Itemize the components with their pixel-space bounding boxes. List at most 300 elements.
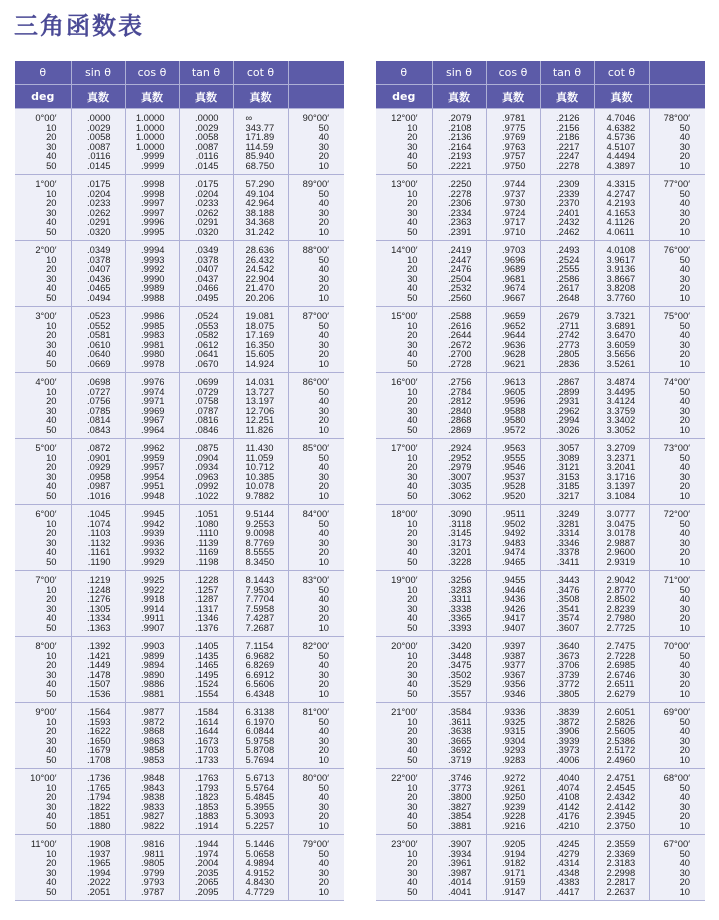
complement-angle-cell-line: 10 — [318, 687, 329, 699]
cot-cell-line: 4.9894 — [245, 857, 275, 869]
cot-cell-line: 9.2553 — [245, 517, 275, 529]
angle-cell-line: 10 — [46, 715, 57, 727]
sin-cell-line: .3062 — [448, 489, 472, 501]
table-body-right — [376, 109, 705, 901]
complement-angle-cell-line: 20 — [679, 480, 690, 492]
cot-cell-line: 12.706 — [245, 404, 275, 416]
sin-cell — [432, 109, 486, 175]
cot-cell-line: 6.1970 — [245, 715, 275, 727]
angle-cell-line: 10 — [46, 649, 57, 661]
angle-cell-line: 10 — [407, 187, 418, 199]
complement-angle-cell-line: 10 — [679, 291, 690, 303]
header-theta: θ — [15, 61, 71, 85]
angle-cell-line: 40 — [46, 348, 57, 360]
tan-cell — [540, 571, 594, 637]
angle-cell — [15, 637, 71, 703]
complement-angle-cell-line: 50 — [318, 385, 329, 397]
cot-cell-line: 2.4751 — [606, 772, 636, 783]
sin-cell-line: .1045 — [87, 508, 111, 519]
complement-angle-cell-line: 10 — [679, 819, 690, 831]
complement-angle-cell-line: 40 — [318, 791, 329, 803]
cos-cell-line: .9757 — [502, 150, 526, 162]
angle-cell-values — [15, 307, 71, 369]
tan-cell-line: .0175 — [195, 178, 219, 189]
cos-cell — [125, 307, 179, 373]
angle-cell-line: 20 — [407, 263, 418, 275]
cot-cell-line: 3.3052 — [606, 423, 636, 435]
sin-cell — [71, 571, 125, 637]
cot-cell-line: 14.031 — [245, 376, 275, 387]
cot-cell-line: 7.7704 — [245, 593, 275, 605]
tan-cell-values — [541, 241, 594, 303]
header-blank — [288, 85, 344, 109]
tan-cell-line: .1376 — [195, 621, 219, 633]
sin-cell-line: .1103 — [87, 527, 111, 539]
cos-cell-values — [126, 175, 179, 237]
cot-cell-line: 5.3093 — [245, 810, 275, 822]
sin-cell-line: .1679 — [87, 744, 111, 756]
cos-cell-line: .9580 — [502, 414, 526, 426]
tan-cell-values — [180, 505, 233, 567]
sin-cell-line: .3311 — [448, 593, 472, 605]
cot-cell-values — [595, 637, 649, 699]
cos-cell-line: .9367 — [502, 668, 526, 680]
cos-cell-line: .9811 — [141, 847, 165, 859]
complement-angle-cell — [288, 241, 344, 307]
complement-angle-cell-line: 50 — [318, 583, 329, 595]
tan-cell — [540, 505, 594, 571]
complement-angle-cell-line: 30 — [679, 668, 690, 680]
tan-cell-line: .2805 — [556, 348, 580, 360]
cot-cell-line: 4.0108 — [606, 244, 636, 255]
tan-cell-line: .4006 — [556, 753, 580, 765]
sin-cell-line: .2363 — [448, 216, 472, 228]
complement-angle-cell-line: 40 — [318, 461, 329, 473]
complement-angle-cell — [288, 637, 344, 703]
sin-cell — [71, 241, 125, 307]
tan-cell-line: .4314 — [556, 857, 580, 869]
angle-cell-line: 50 — [46, 423, 57, 435]
cos-cell — [125, 637, 179, 703]
cot-cell-line: 2.7980 — [606, 612, 636, 624]
sin-cell-line: .0843 — [87, 423, 111, 435]
cot-cell-line: 2.9600 — [606, 546, 636, 558]
tan-cell-line: .0553 — [195, 319, 219, 331]
cos-cell-line: .9853 — [141, 753, 165, 765]
sin-cell-line: .1276 — [87, 593, 111, 605]
complement-angle-cell-line: 50 — [318, 517, 329, 529]
tan-cell-line: .1022 — [195, 489, 219, 501]
cot-cell-line: 2.4960 — [606, 753, 636, 765]
sin-cell — [432, 637, 486, 703]
tan-cell-line: .3026 — [556, 423, 580, 435]
cos-cell-line: .9528 — [502, 480, 526, 492]
complement-angle-cell-line: 40 — [318, 725, 329, 737]
cos-cell-line: .9999 — [141, 150, 165, 162]
cot-cell-line: 2.9042 — [606, 574, 636, 585]
cot-cell-line: 5.2257 — [245, 819, 275, 831]
complement-angle-cell-line: 40 — [679, 197, 690, 209]
angle-cell-line: 30 — [46, 668, 57, 680]
sin-cell-line: .1449 — [87, 659, 111, 671]
complement-angle-cell-values — [289, 373, 345, 435]
tan-cell-line: .2524 — [556, 253, 580, 265]
tan-cell-line: .1228 — [195, 574, 219, 585]
sin-cell-line: .3934 — [448, 847, 472, 859]
angle-cell-line: 40 — [407, 876, 418, 888]
angle-cell — [376, 307, 432, 373]
complement-angle-cell-line: 40 — [679, 593, 690, 605]
header-cot: cot θ — [594, 61, 649, 85]
cos-cell-line: .9957 — [141, 461, 165, 473]
cot-cell-line: 18.075 — [245, 319, 275, 331]
cot-cell-line: 3.0178 — [606, 527, 636, 539]
sin-cell-line: .0087 — [87, 140, 111, 152]
cos-cell-line: .9572 — [502, 423, 526, 435]
cot-cell — [233, 439, 288, 505]
cot-cell-values — [595, 307, 649, 369]
sin-cell-line: .2164 — [448, 140, 472, 152]
header-tan: tan θ — [179, 61, 233, 85]
complement-angle-cell-line: 30 — [679, 140, 690, 152]
complement-angle-cell-values — [650, 439, 706, 501]
complement-angle-cell-line: 30 — [679, 338, 690, 350]
cot-cell-line: 4.9152 — [245, 866, 275, 878]
sin-cell-line: .2221 — [448, 159, 472, 171]
angle-cell — [376, 835, 432, 901]
tan-cell — [179, 769, 233, 835]
cos-cell-line: .9205 — [502, 838, 526, 849]
sin-cell-line: .0000 — [87, 112, 111, 123]
angle-cell-line: 20 — [46, 197, 57, 209]
cot-cell-line: 31.242 — [245, 225, 275, 237]
complement-angle-cell-values — [289, 109, 345, 171]
complement-angle-cell-line: 30 — [318, 602, 329, 614]
tan-cell-line: .0349 — [195, 244, 219, 255]
sin-cell-line: .1507 — [87, 678, 111, 690]
cos-cell-line: .9980 — [141, 348, 165, 360]
sin-cell-values — [433, 241, 486, 303]
tan-cell-line: .1703 — [195, 744, 219, 756]
sin-cell-line: .3907 — [448, 838, 472, 849]
complement-angle-cell-line: 74°00′ — [663, 376, 690, 387]
complement-angle-cell — [288, 307, 344, 373]
sin-cell-line: .1994 — [87, 866, 111, 878]
cos-cell-line: .9474 — [502, 546, 526, 558]
angle-cell-line: 30 — [407, 338, 418, 350]
cot-cell — [594, 373, 649, 439]
tan-cell — [540, 109, 594, 175]
cos-cell-line: .9827 — [141, 810, 165, 822]
angle-cell-values — [15, 505, 71, 567]
tan-cell-line: .2095 — [195, 885, 219, 897]
cot-cell-line: 19.081 — [245, 310, 275, 321]
tan-cell-line: .0058 — [195, 131, 219, 143]
complement-angle-cell-values — [650, 307, 706, 369]
header-cos: cos θ — [486, 61, 540, 85]
tan-cell-line: .1944 — [195, 838, 219, 849]
complement-angle-cell-line: 20 — [318, 150, 329, 162]
cos-cell-line: .9911 — [141, 612, 165, 624]
tan-cell-line: .4417 — [556, 885, 580, 897]
angle-cell-line: 21°00′ — [391, 706, 418, 717]
complement-angle-cell-line: 40 — [318, 659, 329, 671]
tan-cell — [540, 307, 594, 373]
cot-cell-line: 4.2193 — [606, 197, 636, 209]
angle-cell-line: 50 — [46, 489, 57, 501]
cos-cell — [125, 505, 179, 571]
angle-cell-line: 40 — [407, 678, 418, 690]
table-row-group — [15, 769, 344, 835]
cot-cell-line: 2.8770 — [606, 583, 636, 595]
tan-cell-line: .0963 — [195, 470, 219, 482]
tan-cell — [179, 835, 233, 901]
angle-cell-line: 20 — [46, 527, 57, 539]
cos-cell-values — [487, 835, 540, 897]
cot-cell-line: 5.7694 — [245, 753, 275, 765]
angle-cell-line: 50 — [46, 819, 57, 831]
cos-cell-values — [126, 307, 179, 369]
angle-cell-line: 1°00′ — [35, 178, 57, 189]
cot-cell-line: 3.3402 — [606, 414, 636, 426]
cos-cell-line: .9455 — [502, 574, 526, 585]
sin-cell-values — [433, 505, 486, 567]
angle-cell-line: 50 — [407, 819, 418, 831]
cos-cell-line: .9283 — [502, 753, 526, 765]
sin-cell-line: .0640 — [87, 348, 111, 360]
sin-cell-line: .0987 — [87, 480, 111, 492]
angle-cell-line: 20 — [46, 263, 57, 275]
angle-cell — [376, 241, 432, 307]
angle-cell-line: 40 — [407, 480, 418, 492]
sin-cell-values — [433, 637, 486, 699]
complement-angle-cell-line: 30 — [318, 206, 329, 218]
header-tan-value: 真数 — [179, 85, 233, 109]
cot-cell-line: 2.3750 — [606, 819, 636, 831]
table-row-group — [376, 109, 705, 175]
angle-cell-line: 20 — [407, 857, 418, 869]
complement-angle-cell-line: 30 — [318, 140, 329, 152]
table-row-group — [376, 505, 705, 571]
tan-cell-values — [541, 571, 594, 633]
complement-angle-cell — [288, 109, 344, 175]
sin-cell-line: .2391 — [448, 225, 472, 237]
complement-angle-cell-line: 40 — [679, 725, 690, 737]
cos-cell-line: .9793 — [141, 876, 165, 888]
tan-cell-line: .1051 — [195, 508, 219, 519]
tan-cell-line: .3411 — [556, 555, 580, 567]
cot-cell — [594, 241, 649, 307]
angle-cell-line: 10 — [46, 847, 57, 859]
sin-cell-line: .3090 — [448, 508, 472, 519]
angle-cell-line: 10 — [407, 781, 418, 793]
cot-cell-values — [234, 835, 288, 897]
sin-cell — [432, 439, 486, 505]
sin-cell-line: .2278 — [448, 187, 472, 199]
tan-cell-line: .2617 — [556, 282, 580, 294]
table-row-group — [376, 241, 705, 307]
cos-cell-line: .9744 — [502, 178, 526, 189]
cos-cell-line: .9537 — [502, 470, 526, 482]
tan-cell-line: .0992 — [195, 480, 219, 492]
cot-cell-line: 3.0475 — [606, 517, 636, 529]
cos-cell-line: .9988 — [141, 291, 165, 303]
tan-cell — [179, 505, 233, 571]
angle-cell-values — [376, 637, 432, 699]
cos-cell-line: .9948 — [141, 489, 165, 501]
cot-cell-line: 20.206 — [245, 291, 275, 303]
header-cot-value: 真数 — [594, 85, 649, 109]
complement-angle-cell-line: 20 — [679, 678, 690, 690]
sin-cell-line: .0727 — [87, 385, 111, 397]
cot-cell-line: 11.826 — [245, 423, 274, 435]
cos-cell-line: .9799 — [141, 866, 165, 878]
complement-angle-cell-line: 40 — [318, 395, 329, 407]
cos-cell — [125, 571, 179, 637]
sin-cell — [71, 307, 125, 373]
tan-cell-line: .4383 — [556, 876, 580, 888]
tan-cell-line: .1198 — [195, 555, 219, 567]
tan-cell-line: .4348 — [556, 866, 580, 878]
tan-cell-line: .2035 — [195, 866, 219, 878]
sin-cell-line: .2616 — [448, 319, 472, 331]
angle-cell-line: 40 — [46, 810, 57, 822]
complement-angle-cell-line: 10 — [679, 555, 690, 567]
header-deg: deg — [15, 85, 71, 109]
trig-table-right — [376, 61, 705, 901]
cos-cell — [486, 703, 540, 769]
angle-cell-line: 10 — [46, 121, 57, 133]
cos-cell-values — [487, 769, 540, 831]
cos-cell-line: .9922 — [141, 583, 165, 595]
cot-cell — [594, 439, 649, 505]
sin-cell-line: .0436 — [87, 272, 111, 284]
tan-cell-values — [541, 835, 594, 897]
tan-cell-line: .0262 — [195, 206, 219, 218]
angle-cell-line: 10 — [46, 583, 57, 595]
sin-cell-line: .3584 — [448, 706, 472, 717]
cos-cell-line: .9689 — [502, 263, 526, 275]
cot-cell-line: 5.6713 — [245, 772, 275, 783]
complement-angle-cell-line: 50 — [679, 583, 690, 595]
sin-cell-line: .3557 — [448, 687, 472, 699]
sin-cell-line: .3201 — [448, 546, 472, 558]
tan-cell-line: .1644 — [195, 725, 219, 737]
cot-cell-values — [234, 505, 288, 567]
cot-cell-line: 6.8269 — [245, 659, 275, 671]
sin-cell-line: .2644 — [448, 329, 472, 341]
tan-cell-values — [541, 703, 594, 765]
complement-angle-cell-line: 40 — [318, 131, 329, 143]
cot-cell-line: 5.1446 — [245, 838, 275, 849]
tan-cell-line: .1793 — [195, 781, 219, 793]
cos-cell-values — [126, 439, 179, 501]
sin-cell-line: .1161 — [87, 546, 111, 558]
cos-cell-line: .9951 — [141, 480, 165, 492]
complement-angle-cell — [288, 703, 344, 769]
angle-cell — [376, 175, 432, 241]
tan-cell-line: .3541 — [556, 602, 580, 614]
cos-cell-line: .9769 — [502, 131, 526, 143]
tan-cell-values — [541, 373, 594, 435]
tan-cell-line: .2931 — [556, 395, 580, 407]
cos-cell-values — [126, 109, 179, 171]
tan-cell-line: .0582 — [195, 329, 219, 341]
angle-cell-line: 50 — [407, 555, 418, 567]
complement-angle-cell-line: 20 — [318, 282, 329, 294]
header-sin: sin θ — [71, 61, 125, 85]
angle-cell-line: 30 — [407, 800, 418, 812]
cot-cell-values — [234, 637, 288, 699]
complement-angle-cell-line: 30 — [318, 404, 329, 416]
cos-cell-line: .9356 — [502, 678, 526, 690]
tan-cell-line: .2004 — [195, 857, 219, 869]
complement-angle-cell-line: 30 — [679, 470, 690, 482]
complement-angle-cell-line: 40 — [679, 329, 690, 341]
cos-cell-values — [487, 373, 540, 435]
cot-cell-line: 2.5172 — [606, 744, 636, 756]
complement-angle-cell-line: 86°00′ — [302, 376, 329, 387]
cos-cell-line: .9613 — [502, 376, 526, 387]
complement-angle-cell-line: 68°00′ — [663, 772, 690, 783]
table-row-group — [15, 571, 344, 637]
cot-cell-line: 4.1126 — [606, 216, 635, 228]
cot-cell-line: 2.2998 — [606, 866, 636, 878]
complement-angle-cell-line: 20 — [318, 216, 329, 228]
sin-cell-line: .1622 — [87, 725, 111, 737]
cot-cell-values — [234, 439, 288, 501]
cos-cell-values — [126, 835, 179, 897]
angle-cell-values — [376, 241, 432, 303]
sin-cell — [432, 505, 486, 571]
complement-angle-cell-line: 81°00′ — [302, 706, 329, 717]
tan-cell — [179, 571, 233, 637]
angle-cell-line: 20 — [46, 725, 57, 737]
sin-cell-line: .2868 — [448, 414, 472, 426]
sin-cell-line: .0610 — [87, 338, 111, 350]
angle-cell — [15, 373, 71, 439]
complement-angle-cell-values — [289, 571, 345, 633]
tan-cell-line: .2962 — [556, 404, 580, 416]
angle-cell-line: 20 — [407, 593, 418, 605]
sin-cell-line: .0756 — [87, 395, 111, 407]
angle-cell-line: 10 — [407, 385, 418, 397]
table-row-group — [15, 439, 344, 505]
sin-cell-line: .3746 — [448, 772, 472, 783]
angle-cell-line: 50 — [407, 357, 418, 369]
tan-cell-line: .0758 — [195, 395, 219, 407]
complement-angle-cell-values — [289, 175, 345, 237]
complement-angle-cell-line: 40 — [679, 263, 690, 275]
sin-cell-line: .2979 — [448, 461, 472, 473]
angle-cell-line: 10 — [46, 385, 57, 397]
angle-cell-line: 10 — [46, 781, 57, 793]
sin-cell-line: .1937 — [87, 847, 111, 859]
tan-cell-line: .1763 — [195, 772, 219, 783]
sin-cell-line: .1016 — [87, 489, 111, 501]
tan-cell-line: .1524 — [195, 678, 219, 690]
angle-cell-values — [376, 109, 432, 171]
angle-cell-line: 40 — [46, 546, 57, 558]
cot-cell-line: 38.188 — [245, 206, 275, 218]
cos-cell-line: .9717 — [502, 216, 526, 228]
sin-cell-values — [433, 109, 486, 171]
angle-cell-line: 20 — [407, 527, 418, 539]
cos-cell-line: .9315 — [502, 725, 526, 737]
tan-cell-values — [180, 703, 233, 765]
angle-cell-values — [15, 175, 71, 237]
complement-angle-cell — [649, 175, 705, 241]
